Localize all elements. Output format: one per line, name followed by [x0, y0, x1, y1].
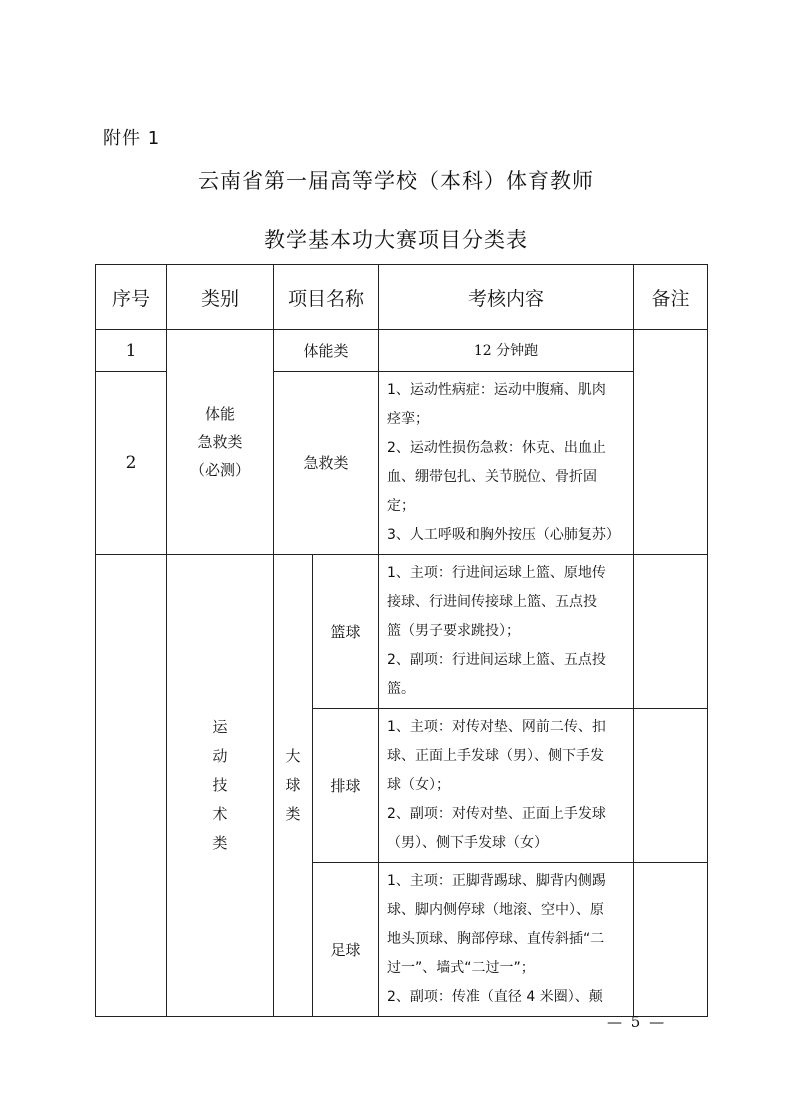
content-line: 1、运动性病症：运动中腹痛、肌肉 [387, 382, 606, 398]
classification-table [95, 264, 708, 1017]
table-row [96, 330, 708, 372]
content-line: 1、主项：正脚背踢球、脚背内侧踢 [387, 873, 606, 889]
row1-seq: 1 [96, 330, 167, 372]
attachment-label: 附件 1 [103, 128, 161, 149]
content-line: 定； [387, 498, 416, 514]
content-line: 2、副项：行进间运球上篮、五点投 [387, 652, 606, 668]
content-line: （男）、侧下手发球（女） [387, 835, 549, 851]
row2-seq: 2 [96, 372, 167, 555]
row1-item: 体能类 [274, 330, 379, 372]
volleyball-note [634, 709, 708, 863]
content-line: 3、人工呼吸和胸外按压（心肺复苏） [387, 527, 620, 543]
fitness-category-line: 急救类 [197, 433, 243, 451]
title-line-2: 教学基本功大赛项目分类表 [264, 228, 528, 252]
content-line: 篮。 [387, 681, 416, 697]
football-content [379, 863, 634, 1017]
volleyball-content [379, 709, 634, 863]
content-line: 接球、行进间传接球上篮、五点投 [387, 594, 598, 610]
ball-group-char: 类 [285, 805, 301, 823]
content-line: 2、副项：传准（直径 4 米圈）、颠 [387, 989, 603, 1005]
content-line: 2、副项：对传对垫、正面上手发球 [387, 806, 606, 822]
basketball-content [379, 555, 634, 709]
basketball-note [634, 555, 708, 709]
row1-content: 12 分钟跑 [379, 330, 634, 372]
title-line-1: 云南省第一届高等学校（本科）体育教师 [198, 169, 594, 193]
content-line: 球、脚内侧停球（地滚、空中）、原 [387, 902, 605, 918]
sports-seq [96, 555, 167, 1017]
football-note [634, 863, 708, 1017]
content-line: 篮（男子要求跳投）； [387, 623, 521, 639]
content-line: 血、绷带包扎、关节脱位、骨折固 [387, 469, 598, 485]
content-line: 球（女）； [387, 777, 451, 793]
sports-category-char: 技 [212, 776, 228, 794]
fitness-note [634, 330, 708, 555]
header-category: 类别 [167, 265, 274, 330]
sports-category [167, 555, 274, 1017]
table-row [96, 555, 708, 709]
header-seq: 序号 [96, 265, 167, 330]
content-line: 过一”、墙式“二过一”； [387, 960, 535, 976]
content-line: 1、主项：对传对垫、网前二传、扣 [387, 719, 606, 735]
content-line: 1、主项：行进间运球上篮、原地传 [387, 565, 606, 581]
page-number: — 5 — [607, 1013, 667, 1031]
row2-content [379, 372, 634, 555]
basketball-item: 篮球 [313, 555, 379, 709]
sports-category-char: 动 [212, 747, 228, 765]
content-line: 2、运动性损伤急救：休克、出血止 [387, 440, 606, 456]
row2-item: 急救类 [274, 372, 379, 555]
ball-group-char: 大 [285, 747, 301, 765]
header-row [96, 265, 708, 330]
header-note: 备注 [634, 265, 708, 330]
ball-group [274, 555, 313, 1017]
fitness-category-line: 体能 [204, 405, 235, 423]
sports-category-char: 术 [212, 805, 228, 823]
volleyball-item: 排球 [313, 709, 379, 863]
football-item: 足球 [313, 863, 379, 1017]
content-line: 地头顶球、胸部停球、直传斜插“二 [387, 931, 605, 947]
sports-category-char: 类 [212, 834, 228, 852]
content-line: 痉挛； [387, 411, 430, 427]
sports-category-char: 运 [212, 718, 228, 736]
header-item-name: 项目名称 [274, 265, 379, 330]
fitness-category [167, 330, 274, 555]
fitness-category-line: （必测） [189, 461, 250, 479]
content-line: 球、正面上手发球（男）、侧下手发 [387, 748, 605, 764]
header-content: 考核内容 [379, 265, 634, 330]
ball-group-char: 球 [285, 776, 301, 794]
